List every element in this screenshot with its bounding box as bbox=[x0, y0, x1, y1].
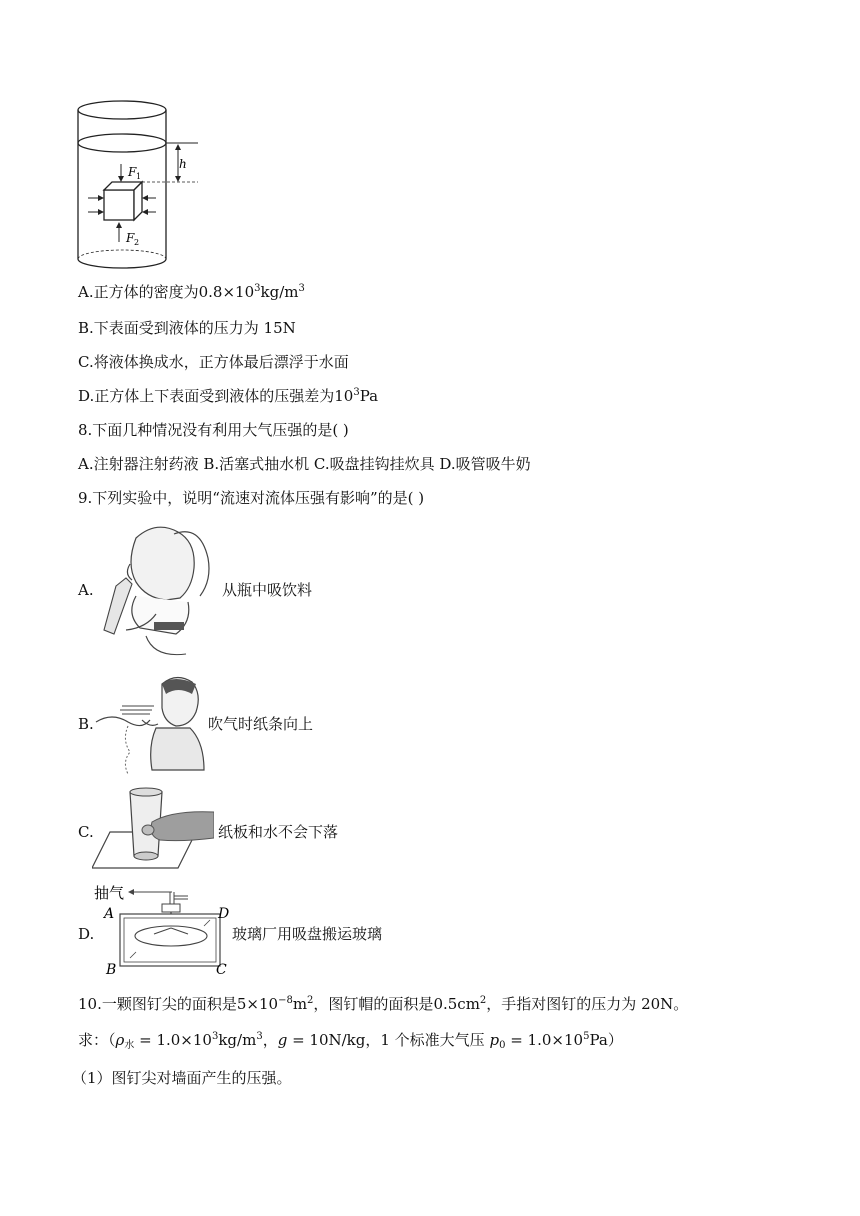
q7-option-c: C.将液体换成水，正方体最后漂浮于水面 bbox=[78, 353, 349, 371]
h-label: h bbox=[179, 157, 187, 171]
q9-d-caption: 玻璃厂用吸盘搬运玻璃 bbox=[232, 925, 383, 943]
f1-label: F bbox=[128, 165, 137, 179]
q9-c-caption: 纸板和水不会下落 bbox=[218, 823, 339, 841]
cup-cardboard-illustration bbox=[92, 782, 214, 874]
q8-stem: 8.下面几种情况没有利用大气压强的是( ) bbox=[78, 421, 349, 439]
q9-b-label: B. bbox=[78, 715, 94, 733]
q9-d-label: D. bbox=[78, 925, 95, 943]
boy-blowing-illustration bbox=[92, 670, 208, 776]
q10-subquestion-1: （1）图钉尖对墙面产生的压强。 bbox=[72, 1069, 292, 1087]
corner-d: D bbox=[218, 906, 230, 922]
corner-b: B bbox=[106, 962, 117, 978]
q7-option-d: D.正方体上下表面受到液体的压强差为$10^3Pa$ bbox=[78, 387, 379, 405]
glass-suction-illustration bbox=[94, 880, 234, 978]
q9-stem: 9.下列实验中，说明“流速对流体压强有影响”的是( ) bbox=[78, 489, 425, 507]
f2-label: F bbox=[126, 231, 135, 245]
pump-label: 抽气 bbox=[94, 884, 125, 902]
q9-b-caption: 吹气时纸条向上 bbox=[208, 715, 314, 733]
q8-options: A.注射器注射药液 B.活塞式抽水机 C.吸盘挂钩挂炊具 D.吸管吸牛奶 bbox=[78, 455, 531, 473]
q9-a-caption: 从瓶中吸饮料 bbox=[222, 581, 313, 599]
q9-c-label: C. bbox=[78, 823, 94, 841]
corner-a: A bbox=[104, 906, 115, 922]
f2-sub: 2 bbox=[134, 238, 140, 247]
q9-a-label: A. bbox=[78, 581, 94, 599]
q7-option-a: A.正方体的密度为$0.8\times 10^3kg/m^3$ bbox=[78, 283, 305, 301]
q7-option-b: B.下表面受到液体的压力为 15N bbox=[78, 319, 296, 337]
q10-stem-line2: 求：（$\rho_水 = 1.0\times 10^3kg/m^3$，g = 10N/kg，1 个标准大气压 $p_0 = 1.0\times 10^5Pa$） bbox=[78, 1031, 623, 1051]
cylinder-cube-figure bbox=[76, 96, 206, 276]
corner-c: C bbox=[216, 962, 227, 978]
girl-drinking-illustration bbox=[96, 518, 216, 658]
f1-sub: 1 bbox=[136, 172, 142, 181]
q10-stem-line1: 10.一颗图钉尖的面积是$5\times 10^{-8}m^2$，图钉帽的面积是$0.5cm^2$，手指对图钉的压力为 20N。 bbox=[78, 995, 689, 1013]
